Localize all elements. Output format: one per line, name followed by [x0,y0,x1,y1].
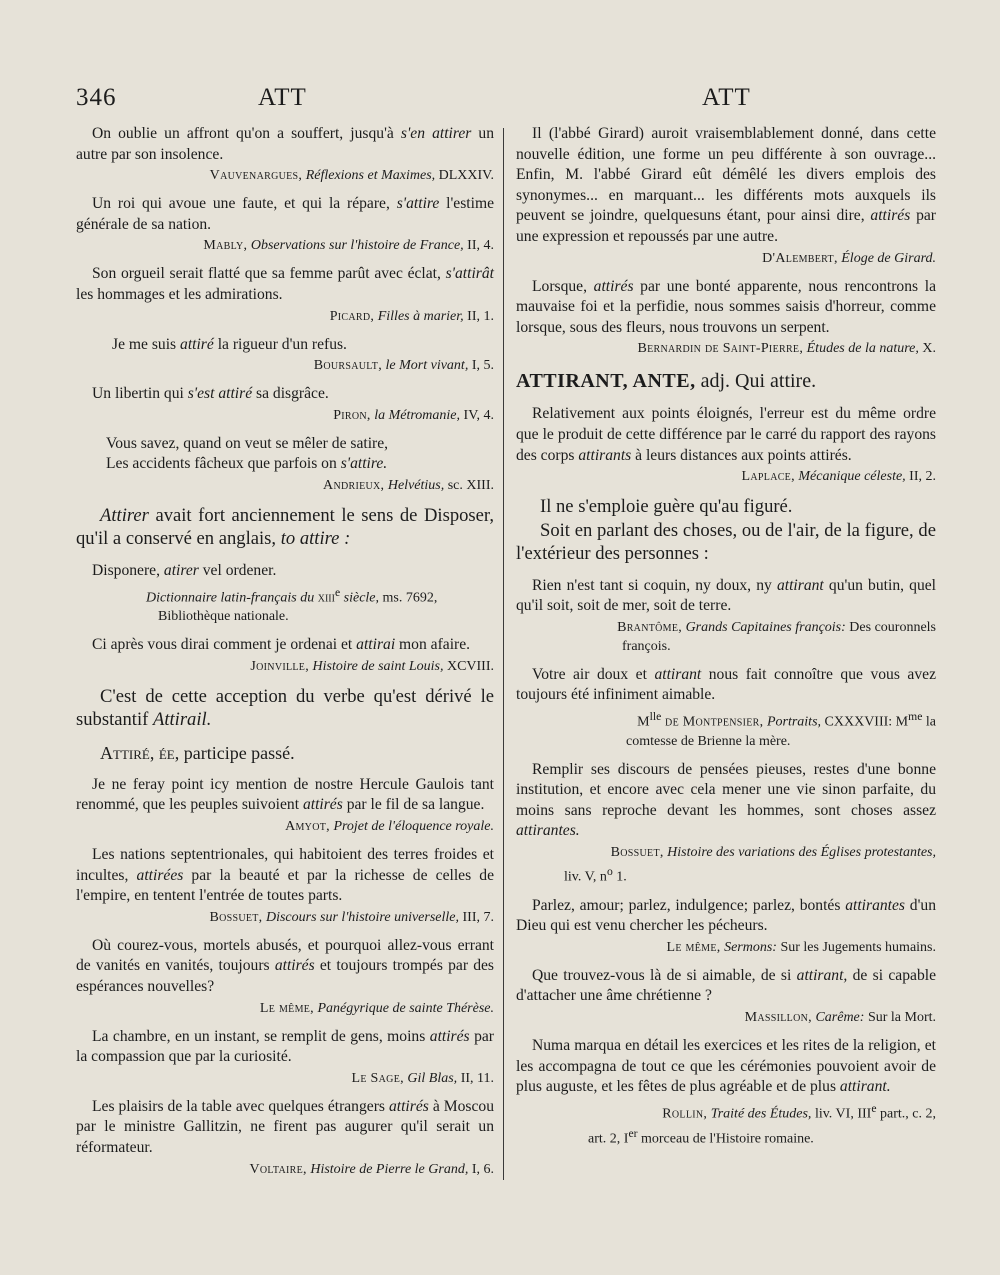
citation: Vauvenargues, Réflexions et Maximes, DLXXIV. [209,168,494,184]
quotation: Numa marqua en détail les exercices et les rites de la religion, et les accompagna de tout ce que les cérémonies pouvoient avoir de plus auguste, et les fêtes de plus agréable et de plus attirant. [516,1037,936,1096]
quotation: Les nations septentrionales, qui habitoient des terres froides et incultes, attirées par la beauté et par la richesse de celles de l'empire, en tentent l'entrée de toutes parts. [76,845,494,905]
subentry-heading: Attiré, ée, participe passé. [100,742,295,763]
citation: Andrieux, Helvétius, sc. XIII. [323,477,494,493]
usage-note: Il ne s'emploie guère qu'au figuré. [540,496,793,518]
citation: Le Sage, Gil Blas, II, 11. [351,1070,494,1086]
citation: $M^{lle}$ de Montpensier, Portraits, CXXXVIII: $M^{me}$ la [637,710,936,730]
definition-paragraph: C'est de cette acception du verbe qu'est dérivé le substantif Attirail. [76,685,494,731]
citation: Piron, la Métromanie, IV, 4. [333,407,494,423]
verse-line: Vous savez, quand on veut se mêler de satire, [106,434,389,452]
citation-continued: Bibliothèque nationale. [158,609,289,625]
quotation: Les plaisirs de la table avec quelques étrangers attirés à Moscou par le ministre Gallitzin, ne firent pas augurer qu'il serait un réformateur. [76,1097,494,1156]
verse-line: Les accidents fâcheux que parfois on s'attire. [106,455,388,473]
quotation: Un roi qui avoue une faute, et qui la répare, s'attire l'estime générale de sa nation. [76,195,494,233]
quotation: Je ne feray point icy mention de nostre Hercule Gaulois tant renommé, que les peuples suivoient attirés par le fil de sa langue. [76,775,494,814]
citation: Boursault, le Mort vivant, I, 5. [313,358,494,374]
quotation: Remplir ses discours de pensées pieuses, restes d'une bonne institution, et encore avec cela mener une vie sinon parfaite, du moins sans reproche devant les hommes, sont choses assez attirantes. [516,760,936,840]
running-head-left: ATT [258,84,307,111]
citation-continued: comtesse de Brienne la mère. [626,733,791,749]
citation-continued: françois. [622,638,671,654]
citation: Bossuet, Histoire des variations des Églises protestantes, [610,845,936,861]
citation: Brantôme, Grands Capitaines françois: Des couronnels [617,619,936,635]
left-column [76,124,494,1188]
quotation: Que trouvez-vous là de si aimable, de si attirant, de si capable d'attacher une âme chrétienne ? [516,966,936,1005]
quotation: Parlez, amour; parlez, indulgence; parlez, bontés attirantes d'un Dieu qui est venu chercher les pécheurs. [516,896,936,935]
running-head-right: ATT [702,84,751,111]
citation: Rollin, Traité des Études, liv. VI, IIIe part., c. 2, [662,1101,936,1122]
citation: Le même, Sermons: Sur les Jugements humains. [666,939,936,955]
quotation: La chambre, en un instant, se remplit de gens, moins attirés par la compassion que par la curiosité. [76,1027,494,1066]
citation: Le même, Panégyrique de sainte Thérèse. [259,1000,494,1016]
verse-quotation [76,434,494,475]
quotation: Disponere, atirer vel ordener. [92,561,277,579]
citation: Dictionnaire latin-français du xiii$^e$ siècle, ms. 7692, [146,585,438,606]
quotation: Ci après vous dirai comment je ordenai et attirai mon afaire. [92,636,471,654]
citation: Massillon, Carême: Sur la Mort. [744,1010,936,1026]
citation: Picard, Filles à marier, II, 1. [329,308,494,324]
quotation: Il (l'abbé Girard) auroit vraisemblablement donné, dans cette nouvelle édition, une forme un peu différente à son ouvrage... Enfin, M. l'abbé Girard eût démêlé les divers emplois des synonymes... en marquant... les différents mots auxquels ils peuvent se joindre, quelquesuns étant, pour ainsi dire, attirés par une expression et repoussés par une autre. [516,125,936,245]
citation: Amyot, Projet de l'éloquence royale. [285,818,494,834]
usage-note: Soit en parlant des choses, ou de l'air, de la figure, de l'extérieur des personnes : [516,519,936,565]
definition-paragraph: Attirer avait fort anciennement le sens de Disposer, qu'il a conservé en anglais, to attire : [76,504,494,550]
right-column [516,124,936,1157]
citation: D'Alembert, Éloge de Girard. [762,250,936,266]
citation: Mably, Observations sur l'histoire de France, II, 4. [203,238,494,254]
citation: Voltaire, Histoire de Pierre le Grand, I, 6. [249,1161,494,1177]
quotation: Relativement aux points éloignés, l'erreur est du même ordre que le produit de cette différence par le carré du rapport des rayons des corps attirants à leurs distances aux points attirés. [516,405,936,464]
entry-heading: ATTIRANT, ANTE, adj. Qui attire. [516,370,817,393]
citation-continued: liv. V, $n^o$ 1. [564,865,627,885]
citation: Bernardin de Saint-Pierre, Études de la nature, X. [637,341,936,357]
column-divider [503,128,504,1180]
citation: Laplace, Mécanique céleste, II, 2. [741,469,936,485]
citation-continued: art. 2, Ier morceau de l'Histoire romaine. [588,1126,814,1147]
quotation: Son orgueil serait flatté que sa femme parût avec éclat, s'attirât les hommages et les admirations. [76,265,494,303]
quotation: Rien n'est tant si coquin, ny doux, ny attirant qu'un butin, quel qu'il soit, soit de mer, soit de terre. [516,576,937,615]
quotation: Lorsque, attirés par une bonté apparente, nous rencontrons la mauvaise foi et la perfidie, nous sommes saisis d'horreur, comme lorsque, sous des fleurs, nous trouvons un serpent. [516,277,936,336]
citation: Bossuet, Discours sur l'histoire universelle, III, 7. [209,909,494,925]
citation: Joinville, Histoire de saint Louis, XCVIII. [250,658,494,674]
quotation: Je me suis attiré la rigueur d'un refus. [112,335,347,353]
quotation: Où courez-vous, mortels abusés, et pourquoi allez-vous errant de vanités en vanités, toujours attirés et toujours trompés par des espérances nouvelles? [76,936,494,995]
quotation: On oublie un affront qu'on a souffert, jusqu'à s'en attirer un autre par son insolence. [76,125,495,163]
page-number: 346 [76,84,117,111]
quotation: Un libertin qui s'est attiré sa disgrâce. [92,385,329,403]
quotation: Votre air doux et attirant nous fait connoître que vous avez toujours été infiniment aimable. [516,665,936,704]
